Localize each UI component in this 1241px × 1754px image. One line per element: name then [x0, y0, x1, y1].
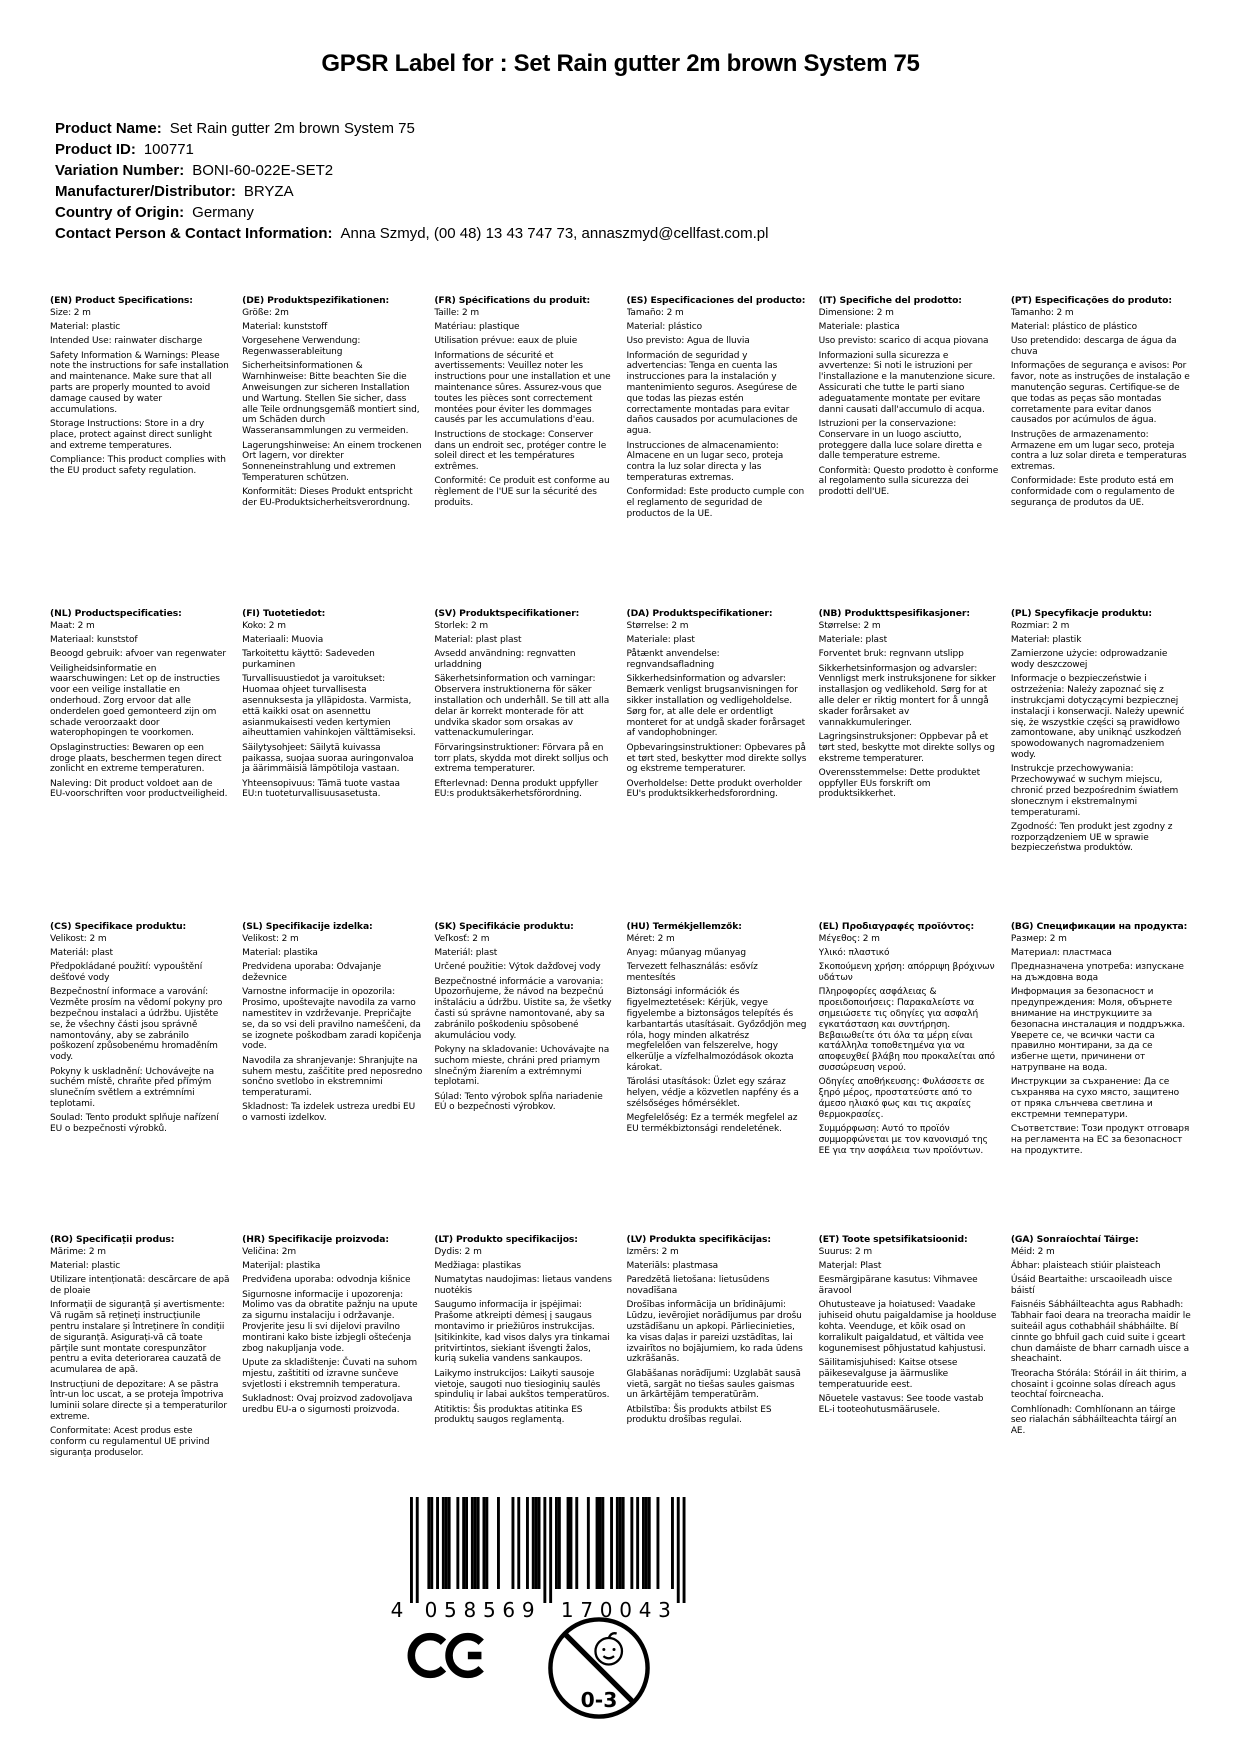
lang-paragraph: Informacje o bezpieczeństwie i ostrzeżenia: Należy zapoznać się z instrukcjami dotyczącymi bezpiecznej instalacji i konserwacji. Należy upewnić się, że wszystkie części są prawidłowo zamontowane, aby uniknąć uszkodzeń spowodowanych nagromadzeniem wody. [1010, 674, 1185, 761]
lang-paragraph: Säilytysohjeet: Säilytä kuivassa paikassa, suojaa suoraa auringonvaloa ja äärimmäisiä lämpötiloja vastaan. [242, 742, 414, 775]
lang-paragraph: Informazioni sulla sicurezza e avvertenze: Si noti le istruzioni per l'installazione e la manutenzione sicure. Assicurati che tutte le parti siano adeguatamente montate per evitare danni causati dall'accumulo di acqua. [818, 350, 996, 415]
lang-block-it [819, 296, 999, 609]
field-label: Product Name: [55, 120, 162, 137]
lang-paragraph: Drošības informācija un brīdinājumi: Lūdzu, ievērojiet norādījumus par drošu uzstādīšanu un apkopi. Pārliecinieties, ka visas daļas ir pareizi uzstādītas, lai izvairītos no bojājumiem, ko rada ūdens uzkrāšanās. [626, 1300, 803, 1365]
lang-paragraph: Uso previsto: Agua de lluvia [626, 336, 750, 347]
lang-paragraph: Предназначена употреба: изпускане на дъждовна вода [1010, 962, 1184, 984]
lang-paragraph: Ohutusteave ja hoiatused: Vaadake juhiseid ohutu paigaldamise ja hoolduse kohta. Veenduge, et kõik osad on korralikult paigaldatud, et vältida vee kogunemisest põhjustatud kahjustusi. [818, 1300, 997, 1354]
lang-heading: (ES) Especificaciones del producto: [626, 296, 806, 306]
lang-paragraph: Material: plástico de plástico [1010, 322, 1138, 333]
lang-paragraph: Съответствие: Този продукт отговаря на регламента на ЕС за безопасност на продуктите. [1010, 1124, 1190, 1156]
field-label: Manufacturer/Distributor: [55, 183, 236, 200]
lang-paragraph: Navodila za shranjevanje: Shranjujte na suhem mestu, zaščitite pred neposredno sončno svetlobo in ekstremnimi temperaturami. [242, 1055, 423, 1099]
lang-paragraph: Sukladnost: Ovaj proizvod zadovoljava uredbu EU-a o sigurnosti proizvoda. [242, 1393, 413, 1415]
lang-paragraph: Informações de segurança e avisos: Por favor, note as instruções de instalação e manutenção seguras. Certifique-se de que todas as peças são montadas corretamente para evitar danos causados por acúmulos de água. [1010, 361, 1190, 426]
lang-paragraph: Sikkerhetsinformasjon og advarsler: Vennligst merk instruksjonene for sikker installasjon og vedlikehold. Sørg for at alle deler er riktig montert for å unngå skader forårsaket av vannakkumuleringer. [818, 663, 996, 728]
lang-paragraph: Koko: 2 m [242, 620, 286, 631]
lang-paragraph: Veličina: 2m [242, 1246, 297, 1257]
lang-paragraph: Rozmiar: 2 m [1010, 620, 1070, 631]
lang-paragraph: Atitiktis: Šis produktas atitinka ES produktų saugos reglamentą. [434, 1404, 583, 1426]
product-info-row [55, 181, 768, 202]
lang-paragraph: Veiligheidsinformatie en waarschuwingen: Let op de instructies voor een veilige installatie en onderhoud. Zorg ervoor dat alle onderdelen goed gemonteerd zijn om schade veroorzaakt door waterophopingen te voorkomen. [50, 663, 220, 739]
lang-paragraph: Materiale: plast [818, 635, 887, 646]
lang-paragraph: Storlek: 2 m [434, 620, 489, 631]
lang-paragraph: Izmērs: 2 m [626, 1246, 679, 1257]
lang-paragraph: Istruzioni per la conservazione: Conservare in un luogo asciutto, proteggere dalla luce solare diretta e dalle temperature estreme. [818, 418, 982, 462]
lang-block-hu [627, 922, 807, 1235]
lang-heading: (LT) Produkto specifikacijos: [434, 1235, 578, 1245]
lang-heading: (SL) Specifikacije izdelka: [242, 922, 373, 932]
lang-paragraph: Material: plastic [50, 322, 121, 333]
lang-paragraph: Naleving: Dit product voldoet aan de EU-voorschriften voor productveiligheid. [50, 778, 228, 800]
lang-paragraph: Material: plástico [626, 322, 703, 333]
lang-paragraph: Lagerungshinweise: An einem trockenen Ort lagern, vor direkter Sonneneinstrahlung und extremen Temperaturen schützen. [242, 440, 422, 483]
lang-heading: (DA) Produktspecifikationer: [626, 609, 773, 619]
field-value: 100771 [143, 141, 194, 158]
baby-face-icon [595, 1633, 622, 1664]
lang-block-fr [434, 296, 614, 609]
ce-mark-icon [406, 1629, 492, 1682]
lang-paragraph: Compliance: This product complies with the EU product safety regulation. [50, 454, 226, 476]
lang-paragraph: Konformität: Dieses Produkt entspricht der EU-Produktsicherheitsverordnung. [242, 487, 413, 509]
lang-block-bg [1011, 922, 1191, 1235]
lang-paragraph: Glabāšanas norādījumi: Uzglabāt sausā vietā, sargāt no tiešas saules gaismas un ārkārtējām temperatūrām. [626, 1368, 801, 1401]
lang-block-sl [242, 922, 422, 1235]
ean-barcode [388, 1495, 690, 1621]
product-info-row [55, 223, 768, 244]
lang-paragraph: Conformità: Questo prodotto è conforme al regolamento sulla sicurezza dei prodotti dell'UE. [818, 465, 999, 498]
lang-heading: (HU) Termékjellemzők: [626, 922, 742, 932]
lang-paragraph: Förvaringsinstruktioner: Förvara på en torr plats, skydda mot direkt solljus och extrema temperaturer. [434, 742, 609, 775]
lang-paragraph: Maat: 2 m [50, 620, 95, 631]
lang-paragraph: Storage Instructions: Store in a dry place, protect against direct sunlight and extreme temperatures. [50, 418, 212, 451]
field-label: Variation Number: [55, 162, 185, 179]
lang-heading: (FR) Spécifications du produit: [434, 296, 591, 306]
field-value: Anna Szmyd, (00 48) 13 43 747 73, annaszmyd@cellfast.com.pl [340, 225, 769, 242]
lang-paragraph: Safety Information & Warnings: Please note the instructions for safe installation and maintenance. Make sure that all parts are properly mounted to avoid damage caused by water accumulations. [50, 350, 229, 415]
lang-paragraph: Material: plastic [50, 1261, 121, 1272]
lang-paragraph: Faisnéis Sábháilteachta agus Rabhadh: Tabhair faoi deara na treoracha maidir le suiteáil agus cothabháil shábháilte. Bí cinnte go bhfuil gach cuid suite i gceart chun damáiste de bharr carnadh uisce a sheachaint. [1010, 1300, 1191, 1365]
field-label: Product ID: [55, 141, 136, 158]
lang-paragraph: Yhteensopivuus: Tämä tuote vastaa EU:n tuoteturvallisuusasetusta. [242, 778, 400, 800]
lang-paragraph: Material: plastika [242, 948, 318, 959]
lang-paragraph: Laikymo instrukcijos: Laikyti sausoje vietoje, saugoti nuo tiesioginių saulės spindulių ir labai aukštos temperatūros. [434, 1368, 610, 1401]
lang-heading: (EN) Product Specifications: [50, 296, 193, 306]
field-value: Set Rain gutter 2m brown System 75 [169, 120, 415, 137]
lang-paragraph: Overholdelse: Dette produkt overholder EU's produktsikkerhedsforordning. [626, 778, 803, 800]
product-info-row [55, 139, 768, 160]
age-warning-icon [546, 1615, 652, 1721]
lang-heading: (IT) Specifiche del prodotto: [818, 296, 962, 306]
product-info-row [55, 202, 768, 223]
lang-paragraph: Dimensione: 2 m [818, 307, 894, 318]
lang-paragraph: Avsedd användning: regnvatten urladdning [434, 649, 576, 671]
lang-paragraph: Informations de sécurité et avertissements: Veuillez noter les instructions pour une installation et une maintenance sûres. Assurez-vous que toutes les pièces sont correctement montées pour éviter les dommages causés par les accumulations d'eau. [434, 350, 611, 426]
lang-block-el [819, 922, 999, 1235]
lang-paragraph: Tamanho: 2 m [1010, 307, 1074, 318]
lang-paragraph: Vorgesehene Verwendung: Regenwasserableitung [242, 336, 361, 358]
lang-paragraph: Materiál: plast [434, 948, 498, 959]
lang-paragraph: Súlad: Tento výrobok spĺňa nariadenie EÚ o bezpečnosti výrobkov. [434, 1091, 603, 1113]
lang-paragraph: Uso previsto: scarico di acqua piovana [818, 336, 989, 347]
lang-paragraph: Размер: 2 m [1010, 933, 1067, 944]
lang-paragraph: Instruções de armazenamento: Armazene em um lugar seco, proteja contra a luz solar direta e temperaturas extremas. [1010, 429, 1187, 473]
lang-paragraph: Taille: 2 m [434, 307, 480, 318]
lang-paragraph: Instrucțiuni de depozitare: A se păstra într-un loc uscat, a se proteja împotriva luminii solare directe și a temperaturilor extreme. [50, 1379, 227, 1422]
lang-heading: (SV) Produktspecifikationer: [434, 609, 580, 619]
lang-paragraph: Matériau: plastique [434, 322, 520, 333]
lang-paragraph: Tamaño: 2 m [626, 307, 684, 318]
lang-paragraph: Информация за безопасност и предупреждения: Моля, обърнете внимание на инструкциите за безопасна инсталация и поддръжка. Уверете се, че всички части са правилно монтирани, за да се избегне щети, причинени от натрупване на вода. [1010, 987, 1186, 1074]
lang-paragraph: Conformitate: Acest produs este conform cu regulamentul UE privind siguranța produselor. [50, 1426, 210, 1458]
lang-paragraph: Predviđena uporaba: odvodnja kišnice [242, 1275, 411, 1286]
lang-paragraph: Úsáid Beartaithe: urscaoileadh uisce báistí [1010, 1275, 1173, 1297]
lang-paragraph: Size: 2 m [50, 307, 91, 318]
lang-paragraph: Intended Use: rainwater discharge [50, 336, 203, 347]
lang-paragraph: Beoogd gebruik: afvoer van regenwater [50, 649, 226, 660]
ean-barcode-bars [410, 1497, 686, 1603]
lang-paragraph: Nõuetele vastavus: See toode vastab EL-i tooteohutusmäärusele. [818, 1393, 984, 1415]
lang-paragraph: Veľkosť: 2 m [434, 933, 490, 944]
field-value: BRYZA [243, 183, 294, 200]
lang-block-nb [819, 609, 999, 922]
lang-paragraph: Материал: пластмаса [1010, 948, 1112, 959]
lang-paragraph: Ábhar: plaisteach stiúir plaisteach [1010, 1261, 1161, 1272]
field-value: Germany [192, 204, 254, 221]
lang-heading: (RO) Specificații produs: [50, 1235, 175, 1245]
lang-paragraph: Sicherheitsinformationen & Warnhinweise: Bitte beachten Sie die Anweisungen zur sicheren Installation und Wartung. Stellen Sie sicher, dass alle Teile ordnungsgemäß montiert sind, um Schäden durch Wasseransammlungen zu vermeiden. [242, 361, 420, 437]
lang-paragraph: Pokyny na skladovanie: Uchovávajte na suchom mieste, chráni pred priamym slnečným žiarením a extrémnymi teplotami. [434, 1044, 610, 1088]
lang-paragraph: Overensstemmelse: Dette produktet oppfyller EUs forskrift om produktsikkerhet. [818, 767, 981, 800]
lang-paragraph: Suurus: 2 m [818, 1246, 873, 1257]
lang-paragraph: Uso pretendido: descarga de água da chuva [1010, 336, 1177, 358]
lang-paragraph: Materiale: plastica [818, 322, 900, 333]
lang-paragraph: Mărime: 2 m [50, 1246, 106, 1257]
lang-heading: (HR) Specifikacije proizvoda: [242, 1235, 389, 1245]
lang-paragraph: Μέγεθος: 2 m [818, 933, 880, 944]
lang-paragraph: Información de seguridad y advertencias: Tenga en cuenta las instrucciones para la instalación y mantenimiento seguros. Asegúrese de que todas las piezas estén correctamente montadas para evitar daños causados por acumulaciones de agua. [626, 350, 798, 437]
field-value: BONI-60-022E-SET2 [192, 162, 334, 179]
lang-heading: (ET) Toote spetsifikatsioonid: [818, 1235, 968, 1245]
lang-paragraph: Säilitamisjuhised: Kaitse otsese päikesevalguse ja äärmuslike temperatuuride eest. [818, 1357, 958, 1390]
lang-block-da [627, 609, 807, 922]
lang-block-fi [242, 609, 422, 922]
lang-paragraph: Varnostne informacije in opozorila: Prosimo, upoštevajte navodila za varno namestitev in vzdrževanje. Prepričajte se, da so vsi deli pravilno nameščeni, da se izognete poškodbam zaradi kopičenja vode. [242, 987, 422, 1052]
lang-paragraph: Opslaginstructies: Bewaren op een droge plaats, beschermen tegen direct zonlicht en extreme temperaturen. [50, 742, 222, 775]
lang-paragraph: Σκοπούμενη χρήση: απόρριψη βρόχινων υδάτων [818, 962, 995, 984]
lang-paragraph: Zgodność: Ten produkt jest zgodny z rozporządzeniem UE w sprawie bezpieczeństwa produktów. [1010, 821, 1173, 854]
lang-paragraph: Pokyny k uskladnění: Uchovávejte na suchém místě, chraňte před přímým slunečním světlem a extrémními teplotami. [50, 1066, 215, 1109]
lang-heading: (EL) Προδιαγραφές προϊόντος: [818, 922, 975, 932]
age-warning-label: 0-3 [580, 1687, 618, 1712]
lang-paragraph: Sigurnosne informacije i upozorenja: Molimo vas da obratite pažnju na upute za sigurnu instalaciju i održavanje. Provjerite jesu li svi dijelovi pravilno montirani kako biste izbjegli oštećenja zbog nakupljanja vode. [242, 1289, 418, 1354]
lang-heading: (NB) Produkttspesifikasjoner: [818, 609, 970, 619]
lang-paragraph: Předpokládané použití: vypouštění dešťové vody [50, 962, 203, 984]
lang-paragraph: Bezpečnostné informácie a varovania: Upozorňujeme, že návod na bezpečnú inštaláciu a údržbu. Uistite sa, že všetky časti sú správne namontované, aby sa zabránilo poškodeniu spôsobené akumuláciou vody. [434, 976, 612, 1041]
lang-paragraph: Conformité: Ce produit est conforme au règlement de l'UE sur la sécurité des produits. [434, 476, 610, 509]
lang-paragraph: Materjal: Plast [818, 1261, 882, 1272]
lang-paragraph: Dydis: 2 m [434, 1246, 482, 1257]
lang-heading: (LV) Produkta specifikācijas: [626, 1235, 771, 1245]
lang-block-es [627, 296, 807, 609]
lang-paragraph: Οδηγίες αποθήκευσης: Φυλάσσετε σε ξηρό μέρος, προστατεύστε από το άμεσο ηλιακό φως και τις ακραίες θερμοκρασίες. [818, 1077, 985, 1120]
lang-heading: (DE) Produktspezifikationen: [242, 296, 390, 306]
lang-paragraph: Sikkerhedsinformation og advarsler: Bemærk venligst brugsanvisningen for sikker installation og vedligeholdelse. Sørg for, at alle dele er ordentligt monteret for at undgå skader forårsaget af vandophobninger. [626, 674, 806, 739]
lang-paragraph: Conformidade: Este produto está em conformidade com o regulamento de segurança de produtos da UE. [1010, 476, 1175, 509]
lang-block-nl [50, 609, 230, 922]
bottom-marks-area [0, 1495, 1241, 1754]
lang-paragraph: Materiāls: plastmasa [626, 1261, 719, 1272]
lang-paragraph: Materiale: plast [626, 635, 695, 646]
lang-paragraph: Συμμόρφωση: Αυτό το προϊόν συμμορφώνεται με τον κανονισμό της ΕΕ για την ασφάλεια των προϊόντων. [818, 1124, 988, 1156]
lang-paragraph: Υλικό: πλαστικό [818, 948, 890, 959]
lang-paragraph: Säkerhetsinformation och varningar: Observera instruktionerna för säker installation och underhåll. Se till att alla delar är korrekt monterade för att undvika skador som orsakas av vattenackumuleringar. [434, 674, 610, 739]
lang-paragraph: Informații de siguranță și avertismente: Vă rugăm să rețineți instrucțiunile pentru instalare și întreținere în condiții de siguranță. Asigurați-vă că toate părțile sunt montate corespunzător pentru a evita deteriorarea cauzată de acumularea de apă. [50, 1300, 225, 1376]
svg-text:170043: 170043 [560, 1598, 671, 1621]
lang-paragraph: Forventet bruk: regnvann utslipp [818, 649, 964, 660]
lang-paragraph: Paredzētā lietošana: lietusūdens novadīšana [626, 1275, 770, 1297]
svg-text:058569: 058569 [424, 1598, 535, 1621]
lang-paragraph: Materiál: plast [50, 948, 113, 959]
lang-paragraph: Anyag: műanyag műanyag [626, 948, 746, 959]
lang-block-en [50, 296, 230, 609]
lang-heading: (PL) Specyfikacje produktu: [1010, 609, 1152, 619]
lang-paragraph: Méret: 2 m [626, 933, 675, 944]
lang-paragraph: Größe: 2m [242, 307, 289, 318]
lang-paragraph: Biztonsági információk és figyelmeztetések: Kérjük, vegye figyelembe a biztonságos telepítés és karbantartás utasításait. Győződjön meg róla, hogy minden alkatrész megfelelően van felszerelve, hogy elkerülje a vízfelhalmozódások okozta károkat. [626, 987, 807, 1074]
lang-paragraph: Material: kunststoff [242, 322, 328, 333]
lang-paragraph: Medžiaga: plastikas [434, 1261, 522, 1272]
lang-paragraph: Materiaali: Muovia [242, 635, 324, 646]
lang-heading: (CS) Specifikace produktu: [50, 922, 187, 932]
product-info [55, 118, 768, 244]
lang-heading: (NL) Productspecificaties: [50, 609, 182, 619]
lang-paragraph: Opbevaringsinstruktioner: Opbevares på et tørt sted, beskytter mod direkte sollys og ekstreme temperaturer. [626, 742, 807, 775]
lang-paragraph: Numatytas naudojimas: lietaus vandens nuotėkis [434, 1275, 612, 1297]
product-info-row [55, 160, 768, 181]
lang-paragraph: Material: plast plast [434, 635, 522, 646]
lang-heading: (PT) Especificações do produto: [1010, 296, 1172, 306]
lang-paragraph: Comhlíonadh: Comhlíonann an táirge seo rialachán sábháilteachta táirgí an AE. [1010, 1404, 1177, 1437]
lang-paragraph: Turvallisuustiedot ja varoitukset: Huomaa ohjeet turvallisesta asennuksesta ja ylläpidosta. Varmista, että kaikki osat on asennettu asianmukaisesti veden kertymien aiheuttamien vahinkojen välttämiseksi. [242, 674, 416, 739]
lang-block-pl [1011, 609, 1191, 922]
lang-block-de [242, 296, 422, 609]
lang-paragraph: Predvidena uporaba: Odvajanje deževnice [242, 962, 382, 984]
lang-paragraph: Velikost: 2 m [50, 933, 107, 944]
lang-paragraph: Påtænkt anvendelse: regnvandsafladning [626, 649, 720, 671]
lang-paragraph: Soulad: Tento produkt splňuje nařízení EU o bezpečnosti výrobků. [50, 1113, 219, 1135]
lang-paragraph: Størrelse: 2 m [818, 620, 881, 631]
lang-paragraph: Bezpečnostní informace a varování: Vezměte prosím na vědomí pokyny pro bezpečnou instalaci a údržbu. Ujistěte se, že všechny části jsou správně namontovány, aby se zabránilo poškození způsobenému hromaděním vody. [50, 987, 223, 1063]
field-label: Country of Origin: [55, 204, 185, 221]
lang-paragraph: Materiał: plastik [1010, 635, 1082, 646]
lang-paragraph: Utilisation prévue: eaux de pluie [434, 336, 578, 347]
lang-paragraph: Tarkoitettu käyttö: Sadeveden purkaminen [242, 649, 375, 671]
ce-letter-e [449, 1637, 481, 1675]
lang-paragraph: Utilizare intenționată: descărcare de apă de ploaie [50, 1275, 230, 1297]
lang-paragraph: Atbilstība: Šis produkts atbilst ES produktu drošības regulai. [626, 1404, 772, 1426]
language-grid [50, 296, 1191, 1548]
lang-paragraph: Tervezett felhasználás: esővíz mentesítés [626, 962, 758, 984]
lang-paragraph: Zamierzone użycie: odprowadzanie wody deszczowej [1010, 649, 1168, 671]
product-info-row [55, 118, 768, 139]
lang-paragraph: Efterlevnad: Denna produkt uppfyller EU:s produktsäkerhetsförordning. [434, 778, 599, 800]
svg-text:4: 4 [390, 1598, 404, 1621]
lang-paragraph: Lagringsinstruksjoner: Oppbevar på et tørt sted, beskytte mot direkte sollys og ekstreme temperaturer. [818, 731, 995, 764]
lang-paragraph: Megfelelőség: Ez a termék megfelel az EU termékbiztonsági rendeletének. [626, 1113, 798, 1135]
lang-paragraph: Πληροφορίες ασφάλειας & προειδοποιήσεις: Παρακαλείστε να σημειώσετε τις οδηγίες για ασφαλή εγκατάσταση και συντήρηση. Βεβαιωθείτε ότι όλα τα μέρη είναι κατάλληλα τοποθετημένα για να αποφευχθεί βλάβη που προκαλείται από συσσώρευση νερού. [818, 987, 995, 1074]
lang-paragraph: Treoracha Stórála: Stóráil in áit thirim, a chosaint i gcoinne solas díreach agus teochtaí foircneacha. [1010, 1368, 1187, 1401]
lang-block-sv [434, 609, 614, 922]
lang-heading: (GA) Sonraíochtaí Táirge: [1010, 1235, 1139, 1245]
lang-block-cs [50, 922, 230, 1235]
lang-paragraph: Conformidad: Este producto cumple con el reglamento de seguridad de productos de la UE. [626, 487, 805, 519]
lang-block-sk [434, 922, 614, 1235]
lang-paragraph: Upute za skladištenje: Čuvati na suhom mjestu, zaštititi od izravne sunčeve svjetlosti i ekstremnih temperatura. [242, 1357, 418, 1390]
lang-paragraph: Velikost: 2 m [242, 933, 299, 944]
lang-paragraph: Instrukcje przechowywania: Przechowywać w suchym miejscu, chronić przed bezpośrednim światłem słonecznym i ekstremalnymi temperaturami. [1010, 764, 1179, 818]
lang-paragraph: Saugumo informacija ir įspėjimai: Prašome atkreipti dėmesį į saugaus montavimo ir priežiūros instrukcijas. Įsitikinkite, kad visos dalys yra tinkamai pritvirtintos, siekiant išvengti žalos, kurią sukelia vandens sankaupos. [434, 1300, 610, 1365]
lang-paragraph: Инструкции за съхранение: Да се съхранява на сухо място, защитено от пряка слънчева светлина и екстремни температури. [1010, 1077, 1180, 1120]
ce-letter-c [411, 1637, 443, 1675]
page-title: GPSR Label for : Set Rain gutter 2m brown System 75 [321, 50, 920, 77]
lang-block-pt [1011, 296, 1191, 609]
lang-heading: (FI) Tuotetiedot: [242, 609, 326, 619]
lang-paragraph: Eesmärgipärane kasutus: Vihmavee äravool [818, 1275, 978, 1297]
field-label: Contact Person & Contact Information: [55, 225, 333, 242]
lang-paragraph: Tárolási utasítások: Üzlet egy száraz helyen, védje a közvetlen napfény és a szélsőséges hőmérséklet. [626, 1077, 799, 1109]
lang-paragraph: Skladnost: Ta izdelek ustreza uredbi EU o varnosti izdelkov. [242, 1102, 416, 1124]
lang-paragraph: Størrelse: 2 m [626, 620, 689, 631]
lang-paragraph: Materiaal: kunststof [50, 635, 138, 646]
lang-paragraph: Určené použitie: Výtok dažďovej vody [434, 962, 601, 973]
lang-paragraph: Méid: 2 m [1010, 1246, 1055, 1257]
lang-heading: (SK) Špecifikácie produktu: [434, 922, 574, 932]
lang-paragraph: Instructions de stockage: Conserver dans un endroit sec, protéger contre le soleil direct et les températures extrêmes. [434, 429, 607, 473]
lang-heading: (BG) Спецификации на продукта: [1010, 922, 1188, 932]
lang-paragraph: Materijal: plastika [242, 1261, 321, 1272]
lang-paragraph: Instrucciones de almacenamiento: Almacene en un lugar seco, proteja contra la luz solar directa y las temperaturas extremas. [626, 440, 784, 483]
